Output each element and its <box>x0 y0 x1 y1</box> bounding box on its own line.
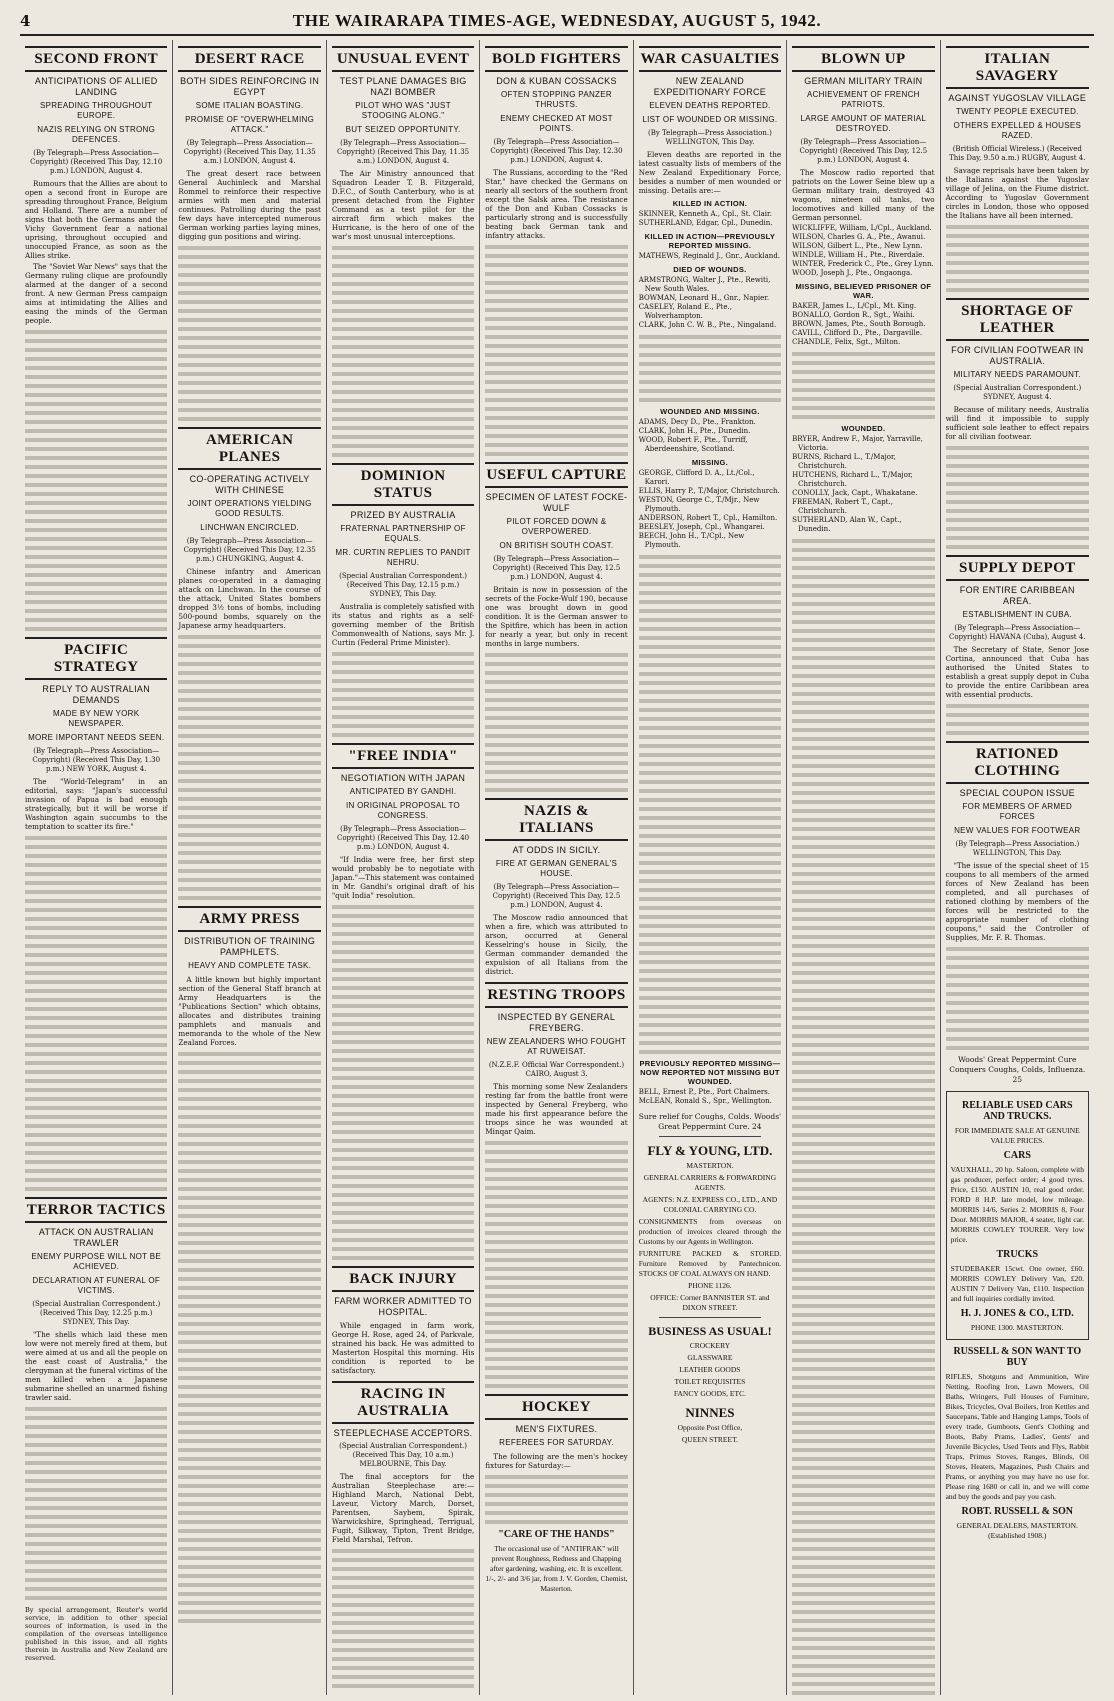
list-item: BROWN, James, Pte., South Borough. <box>792 320 926 328</box>
ad-heading: RUSSELL & SON WANT TO BUY <box>953 1346 1082 1368</box>
deck: SPREADING THROUGHOUT EUROPE. <box>39 101 153 120</box>
text-filler <box>485 653 627 792</box>
headline: AGAINST YUGOSLAV VILLAGE <box>948 93 1087 103</box>
deck: REFEREES FOR SATURDAY. <box>499 1438 614 1447</box>
dateline: (By Telegraph—Press Association—Copyright) (Received This Day, 12.35 p.m.) CHUNGKING, August 4. <box>183 537 316 563</box>
dateline: (Special Australian Correspondent.) SYDNEY, August 4. <box>953 384 1082 401</box>
list-item: FREEMAN, Robert T., Capt., Christchurch. <box>792 498 893 515</box>
dateline: (British Official Wireless.) (Received This Day, 9.50 a.m.) RUGBY, August 4. <box>949 145 1086 162</box>
deck: DECLARATION AT FUNERAL OF VICTIMS. <box>32 1276 161 1295</box>
list-item: WINTER, Frederick C., Pte., Grey Lynn. <box>792 260 934 268</box>
column-5 <box>634 40 787 1695</box>
dateline: (By Telegraph—Press Association—Copyright) (Received This Day, 12.40 p.m.) LONDON, August 4. <box>336 825 470 851</box>
ad-body: CONSIGNMENTS from overseas on production of invoices cleared through the Customs by our Agents in Wellington. <box>638 1217 782 1246</box>
text-filler <box>485 1141 627 1388</box>
deck: NAZIS RELYING ON STRONG DEFENCES. <box>37 125 156 144</box>
ad-goods-item: LEATHER GOODS <box>679 1365 741 1374</box>
russell-ad <box>946 1346 1089 1541</box>
article-body: This morning some New Zealanders resting far from the battle front were inspected by General Freyberg, who made his first appearance before the troops since he was wounded at Minqar Qaim. <box>485 1082 628 1136</box>
article-body: The great desert race between General Auchinleck and Marshal Rommel to reinforce their respective armies with men and material continues. Patrolling during the past few days have intercepted numerous German working parties laying mines, digging gun positions and wiring. <box>178 169 321 241</box>
deck: OTHERS EXPELLED & HOUSES RAZED. <box>953 121 1082 140</box>
kicker-rationed-clothing: RATIONED CLOTHING <box>946 741 1089 784</box>
deck: NEW VALUES FOR FOOTWEAR <box>954 826 1081 835</box>
kicker-resting-troops: RESTING TROOPS <box>485 982 627 1008</box>
ad-goods-item: GLASSWARE <box>687 1353 733 1362</box>
dateline: (By Telegraph—Press Association.) WELLINGTON, This Day. <box>648 129 772 146</box>
text-filler <box>332 1549 474 1688</box>
antifrak-ad <box>485 1529 627 1594</box>
used-cars-ad <box>946 1091 1089 1340</box>
reuter-notice: By special arrangement, Reuter's world service, in addition to other special sources of information, is used in the compilation of the overseas intelligence published in this issue, and all rights therein in Australia and New Zealand are reserved. <box>25 1606 168 1662</box>
headline: NEW ZEALAND EXPEDITIONARY FORCE <box>653 76 767 97</box>
kicker-italian-savagery: ITALIAN SAVAGERY <box>946 46 1089 89</box>
ad-place: MASTERTON. <box>686 1161 734 1170</box>
text-filler <box>25 1407 167 1600</box>
deck: ENEMY PURPOSE WILL NOT BE ACHIEVED. <box>31 1252 162 1271</box>
article-body: The following are the men's hockey fixtures for Saturday:— <box>485 1452 628 1470</box>
deck: PILOT WHO WAS "JUST STOOGING ALONG." <box>355 101 451 120</box>
ad-business-as-usual: BUSINESS AS USUAL! <box>648 1324 772 1338</box>
ad-shop-address: Opposite Post Office, <box>677 1423 743 1432</box>
headline: FOR ENTIRE CARIBBEAN AREA. <box>959 585 1075 606</box>
headline: FARM WORKER ADMITTED TO HOSPITAL. <box>334 1296 472 1317</box>
text-filler <box>332 246 474 457</box>
text-filler <box>178 635 320 900</box>
dateline: (N.Z.E.F. Official War Correspondent.) CAIRO, August 3. <box>488 1061 625 1078</box>
text-filler <box>332 652 474 737</box>
deck: BUT SEIZED OPPORTUNITY. <box>345 125 461 134</box>
article-body: "The shells which laid these men low were not merely fired at them, but were aimed at us and all the people on the east coast of Australia," the clergyman at the funeral victims of the men killed when a Japanese submarine shelled an unarmed fishing trawler said. <box>25 1330 168 1402</box>
ad-goods-item: CROCKERY <box>689 1341 731 1350</box>
deck: FIRE AT GERMAN GENERAL'S HOUSE. <box>495 859 618 878</box>
list-item: CHANDLE, Felix, Sgt., Milton. <box>792 338 901 346</box>
dateline: (Special Australian Correspondent.) (Received This Day, 10 a.m.) MELBOURNE, This Day. <box>339 1442 468 1468</box>
headline: INSPECTED BY GENERAL FREYBERG. <box>497 1012 616 1033</box>
section-label: PREVIOUSLY REPORTED MISSING—NOW REPORTED NOT MISSING BUT WOUNDED. <box>639 1059 781 1086</box>
dateline: (By Telegraph—Press Association—Copyright) (Received This Day, 12.10 p.m.) LONDON, August 4. <box>30 149 163 175</box>
article-body: Australia is completely satisfied with its status and rights as a self-governing member of the British Commonwealth of Nations, says Mr. J. Curtin (Federal Prime Minister). <box>331 602 475 647</box>
text-filler <box>485 1475 627 1524</box>
deck: MADE BY NEW YORK NEWSPAPER. <box>53 709 140 728</box>
article-body: The Russians, according to the "Red Star," have checked the Germans on nearly all sectors of the southern front except the Salsk area. The resistance of the Don and Kuban Cossacks is particularly strong and is successfully beating back German tank and infantry attacks. <box>485 168 628 240</box>
section-label: WOUNDED. <box>841 424 886 433</box>
ad-goods-item: TOILET REQUISITES <box>674 1377 746 1386</box>
article-body: Britain is now in possession of the secrets of the Focke-Wulf 190, because one was brought down in good condition. It is the German answer to the Spitfire, which has been in action for nearly a year, but only in recent months in large numbers. <box>485 585 628 648</box>
kicker-supply-depot: SUPPLY DEPOT <box>946 555 1089 581</box>
deck: LARGE AMOUNT OF MATERIAL DESTROYED. <box>800 114 927 133</box>
kicker-nazis-italians: NAZIS & ITALIANS <box>485 798 627 841</box>
list-item: CONOLLY, Jack, Capt., Whakatane. <box>792 489 918 497</box>
dateline: (Special Australian Correspondent.) (Received This Day, 12.25 p.m.) SYDNEY, This Day. <box>32 1300 161 1326</box>
kicker-blown-up: BLOWN UP <box>792 46 934 72</box>
section-label: MISSING, BELIEVED PRISONER OF WAR. <box>795 282 932 300</box>
article-body: Savage reprisals have been taken by the Italians against the Yugoslav village of Jelina, on the Fiume district. According to Yugoslav Government circles in London, those who opposed the Italians have all been interned. <box>945 166 1089 220</box>
deck: PILOT FORCED DOWN & OVERPOWERED. <box>506 517 607 536</box>
text-filler <box>792 352 934 419</box>
text-filler <box>946 947 1089 1050</box>
list-item: ANDERSON, Robert T., Cpl., Hamilton. <box>638 514 778 522</box>
list-item: WILSON, Charles G. A., Pte., Awanui. <box>792 233 926 241</box>
text-filler <box>639 555 781 1054</box>
dateline: (By Telegraph—Press Association—Copyright) (Received This Day, 12.5 p.m.) LONDON, August 4. <box>492 883 621 909</box>
article-body: The final acceptors for the Australian Steeplechase are:—Highland March, National Debt, Laveur, Victory March, Dorset, Parentsen, Saybem, Spirak, Warwickshire, Springhead, Terrigual, Fugit, Silkway, Tipton, Trent Bridge, Field Marshal, Tefron. <box>331 1472 475 1544</box>
article-body: "The issue of the special sheet of 15 coupons to all members of the armed forces of New Zealand has been completed, and all purchases of rationed clothing by members of the forces will be restricted to the appropriate number of clothing coupons," said the Controller of Supplies, Mr. F. R. Thomas. <box>945 861 1089 942</box>
dateline: (By Telegraph—Press Association—Copyright) (Received This Day, 12.30 p.m.) LONDON, August 4. <box>490 138 623 164</box>
list-item: WICKLIFFE, William, L/Cpl., Auckland. <box>792 224 932 232</box>
article-body: The Moscow radio reported that patriots on the Lower Seine blew up a German military train, destroyed 43 wagons, nineteen oil tanks, two locomotives and killed many of the German personnel. <box>792 168 935 222</box>
ad-company-name: FLY & YOUNG, LTD. <box>647 1143 773 1158</box>
masthead-title: THE WAIRARAPA TIMES-AGE, WEDNESDAY, AUGUST 5, 1942. <box>292 11 822 30</box>
headline: SPECIMEN OF LATEST FOCKE-WULF <box>485 492 628 513</box>
kicker-dominion-status: DOMINION STATUS <box>332 463 474 506</box>
masthead <box>20 8 1094 36</box>
dateline: (By Telegraph—Press Association—Copyright) (Received This Day, 11.35 a.m.) LONDON, August 4. <box>336 139 470 165</box>
deck: LINCHWAN ENCIRCLED. <box>200 523 299 532</box>
kicker-hockey: HOCKEY <box>485 1394 627 1420</box>
text-filler <box>178 1052 320 1623</box>
kicker-american-planes: AMERICAN PLANES <box>178 427 320 470</box>
list-item: BELL, Ernest P., Pte., Port Chalmers. <box>638 1088 770 1096</box>
ad-heading: "CARE OF THE HANDS" <box>498 1529 615 1540</box>
column-7 <box>941 40 1094 1695</box>
list-item: BURNS, Richard L., T./Major, Christchurch. <box>792 453 896 470</box>
article-body: The Moscow radio announced that when a fire, which was attributed to arson, occurred at General Kesselring's house in Sicily, the German commander demanded the expulsion of all Italians from the district. <box>485 913 628 976</box>
text-filler <box>946 446 1089 549</box>
column-6 <box>787 40 940 1695</box>
section-label: MISSING. <box>691 458 728 467</box>
article-body: Because of military needs, Australia will find it impossible to supply sufficient sole leather to effect repairs for all civilian footwear. <box>945 405 1089 441</box>
list-item: BONALLO, Gordon R., Sgt., Waihi. <box>792 311 915 319</box>
list-item: WINDLE, William H., Pte., Riverdale. <box>792 251 925 259</box>
ad-body: RIFLES, Shotguns and Ammunition, Wire Netting, Roofing Iron, Lawn Mowers, Oil Baths, Wringers, Full Houses of Furniture, Bikes, Tricycles, Oval Boilers, Iron Kettles and Saucepans, Table and Hanging Lamps, Tools of every trade, Gumboots, Gent's Clothing and Boots, Baby Prams, Ladies', Gents' and Juvenile Bicycles, Used Tents and Flys, Rabbit Traps, Primus Stoves, Ranges, Blinds, Oil Stoves, Heaters, Magazines, Push Chairs and Prams, or anything you may have no use for. Please ring 1680 or call in, and we will come and buy the goods and pay you cash. <box>945 1372 1089 1501</box>
article-body: Rumours that the Allies are about to open a second front in Europe are spreading throughout France, Belgium and Holland. There are a number of signs that both the Germans and the Vichy Government fear a national uprising, throughout occupied and unoccupied France, as soon as the Allies strike. <box>25 179 168 260</box>
deck: TWENTY PEOPLE EXECUTED. <box>955 107 1079 116</box>
headline: ANTICIPATIONS OF ALLIED LANDING <box>34 76 158 97</box>
deck: ELEVEN DEATHS REPORTED. <box>649 101 771 110</box>
ad-shop-address: QUEEN STREET. <box>681 1435 738 1444</box>
list-item: CAVILL, Clifford D., Pte., Dargaville. <box>792 329 923 337</box>
ad-cars-label: CARS <box>1003 1150 1031 1161</box>
list-item: CASELEY, Roland E., Pte., Wolverhampton. <box>638 303 732 320</box>
ad-heading: RELIABLE USED CARS AND TRUCKS. <box>961 1100 1073 1122</box>
ad-goods-item: FANCY GOODS, ETC. <box>673 1389 746 1398</box>
headline: STEEPLECHASE ACCEPTORS. <box>333 1428 473 1438</box>
text-filler <box>25 330 167 631</box>
headline: CO-OPERATING ACTIVELY WITH CHINESE <box>189 474 310 495</box>
deck: MR. CURTIN REPLIES TO PANDIT NEHRU. <box>335 548 471 567</box>
text-filler <box>25 836 167 1191</box>
ad-agents: AGENTS: N.Z. EXPRESS CO., LTD., AND COLONIAL CARRYING CO. <box>642 1195 778 1214</box>
headline: AT ODDS IN SICILY. <box>512 845 601 855</box>
kicker-shortage-leather: SHORTAGE OF LEATHER <box>946 298 1089 341</box>
list-item: ADAMS, Decy D., Pte., Frankton. <box>638 418 756 426</box>
kicker-war-casualties: WAR CASUALTIES <box>639 46 781 72</box>
ninnes-ad <box>639 1324 781 1445</box>
ad-phone: PHONE 1126. <box>688 1281 732 1290</box>
list-item: ELLIS, Harry P., T./Major, Christchurch. <box>638 487 780 495</box>
article-body: Chinese infantry and American planes co-operated in a damaging attack on Linchwan. In the course of the attack, United States bombers dropped 3½ tons of bombs, including 500-pound bombs, squarely on the Japanese army headquarters. <box>178 567 321 630</box>
kicker-pacific-strategy: PACIFIC STRATEGY <box>25 637 167 680</box>
deck: MILITARY NEEDS PARAMOUNT. <box>953 370 1081 379</box>
kicker-back-injury: BACK INJURY <box>332 1266 474 1292</box>
deck: ON BRITISH SOUTH COAST. <box>499 541 614 550</box>
fly-young-ad <box>639 1136 781 1318</box>
deck: FOR MEMBERS OF ARMED FORCES <box>962 802 1073 821</box>
cough-cure-ad: Sure relief for Coughs, Colds. Woods' Great Peppermint Cure. 24 <box>638 1112 782 1131</box>
kicker-useful-capture: USEFUL CAPTURE <box>485 462 627 488</box>
column-grid <box>20 40 1094 1695</box>
ad-body: The occasional use of "ANTIFRAK" will prevent Roughness, Redness and Chapping after gardening, washing, etc. It is excellent. 1/-, 2/- and 3/6 jar, from J. V. Gorden, Chemist, Masterton. <box>485 1544 628 1593</box>
text-filler <box>792 539 934 1695</box>
dateline: (Special Australian Correspondent.) (Received This Day, 12.15 p.m.) SYDNEY, This Day. <box>339 572 468 598</box>
page-number: 4 <box>20 12 31 30</box>
deck: LIST OF WOUNDED OR MISSING. <box>642 115 778 124</box>
cough-cure-ad: Woods' Great Peppermint Cure Conquers Coughs, Colds, Influenza. 25 <box>949 1055 1086 1084</box>
article-body: A little known but highly important section of the General Staff branch at Army Headquarters is the "Publications Section" which obtains, allocates and distributes training pamphlets and manuals and memoranda to the whole of the New Zealand Forces. <box>178 975 321 1047</box>
list-item: McLEAN, Ronald S., Spr., Wellington. <box>638 1097 772 1105</box>
kicker-army-press: ARMY PRESS <box>178 906 320 932</box>
deck: IN ORIGINAL PROPOSAL TO CONGRESS. <box>346 801 461 820</box>
article-body: The "Soviet War News" says that the Germany ruling clique are profoundly alarmed at the danger of a second front. A new German Press campaign aims at intimidating the Allies and easing the minds of the German people. <box>25 262 168 325</box>
text-filler <box>332 905 474 1260</box>
deck: FRATERNAL PARTNERSHIP OF EQUALS. <box>340 524 466 543</box>
kicker-second-front: SECOND FRONT <box>25 46 167 72</box>
text-filler <box>485 245 627 456</box>
dateline: (By Telegraph—Press Association—Copyright) (Received This Day, 12.5 p.m.) LONDON, August 4. <box>799 138 928 164</box>
list-item: BOWMAN, Leonard H., Gnr., Napier. <box>638 294 770 302</box>
headline: SPECIAL COUPON ISSUE <box>959 788 1075 798</box>
list-item: WESTON, George C., T./Mjr., New Plymouth. <box>638 496 760 513</box>
dateline: (By Telegraph—Press Association—Copyright) HAVANA (Cuba), August 4. <box>949 624 1086 641</box>
article-body: While engaged in farm work, George H. Rose, aged 24, of Parkvale, strained his back. He was admitted to Masterton Hospital this morning. His condition is reported to be satisfactory. <box>331 1321 475 1375</box>
ad-trucks-label: TRUCKS <box>996 1249 1039 1260</box>
section-label: KILLED IN ACTION. <box>672 199 748 208</box>
deck: JOINT OPERATIONS YIELDING GOOD RESULTS. <box>187 499 312 518</box>
kicker-unusual-event: UNUSUAL EVENT <box>332 46 474 72</box>
deck: ENEMY CHECKED AT MOST POINTS. <box>500 114 613 133</box>
text-filler <box>946 704 1089 735</box>
list-item: WOOD, Joseph J., Pte., Ongaonga. <box>792 269 913 277</box>
ad-subtitle: GENERAL CARRIERS & FORWARDING AGENTS. <box>643 1173 777 1192</box>
list-item: WILSON, Gilbert L., Pte., New Lynn. <box>792 242 923 250</box>
deck: OFTEN STOPPING PANZER THRUSTS. <box>501 90 612 109</box>
headline: ATTACK ON AUSTRALIAN TRAWLER <box>38 1227 154 1248</box>
article-body: Eleven deaths are reported in the latest casualty lists of members of the New Zealand Expeditionary Force, besides a number of men wounded or missing. Details are:— <box>638 150 782 195</box>
text-filler <box>639 335 781 402</box>
headline: GERMAN MILITARY TRAIN <box>804 76 923 86</box>
list-item: GEORGE, Clifford D. A., Lt./Col., Karori. <box>638 469 755 486</box>
deck: ANTICIPATED BY GANDHI. <box>349 787 457 796</box>
ad-dealer-name: H. J. JONES & CO., LTD. <box>960 1308 1074 1319</box>
ad-cars-body: VAUXHALL, 20 hp. Saloon, complete with gas producer, perfect order; 4 good tyres. Price, £150. AUSTIN 10, real good order. FORD 8 H.P. late model, low mileage. MORRIS 14/6, Series 2. MORRIS 8, Four Door. MORRIS MAJOR, 4 seater, light car. MORRIS COWLEY TOURER. Very low price. <box>950 1165 1084 1244</box>
column-4 <box>480 40 633 1695</box>
ad-dealer-phone: PHONE 1300. MASTERTON. <box>970 1323 1064 1332</box>
list-item: BAKER, James L., L/Cpl., Mt. King. <box>792 302 917 310</box>
section-label: WOUNDED AND MISSING. <box>660 407 760 416</box>
dateline: (By Telegraph—Press Association—Copyright) (Received This Day, 11.35 a.m.) LONDON, August 4. <box>183 139 316 165</box>
column-2 <box>173 40 326 1695</box>
list-item: BRYER, Andrew F., Major, Yarraville, Victoria. <box>792 435 923 452</box>
deck: ACHIEVEMENT OF FRENCH PATRIOTS. <box>806 90 920 109</box>
deck: SOME ITALIAN BOASTING. <box>195 101 304 110</box>
deck: PROMISE OF "OVERWHELMING ATTACK." <box>185 115 315 134</box>
list-item: MATHEWS, Reginald J., Gnr., Auckland. <box>638 252 781 260</box>
article-body: The Secretary of State, Senor Jose Cortina, announced that Cuba has authorised the United States to establish a great supply depot in Cuba to provide the entire Caribbean area with essential products. <box>945 645 1089 699</box>
list-item: SUTHERLAND, Alan W., Capt., Dunedin. <box>792 516 902 533</box>
list-item: CLARK, John H., Pte., Dunedin. <box>638 427 751 435</box>
headline: MEN'S FIXTURES. <box>515 1424 598 1434</box>
deck: HEAVY AND COMPLETE TASK. <box>188 961 312 970</box>
list-item: HUTCHENS, Richard L., T./Major, Christchurch. <box>792 471 913 488</box>
list-item: CLARK, John C. W. B., Pte., Ningaland. <box>638 321 777 329</box>
headline: NEGOTIATION WITH JAPAN <box>340 773 466 783</box>
dateline: (By Telegraph—Press Association.) WELLINGTON, This Day. <box>955 840 1080 857</box>
kicker-terror-tactics: TERROR TACTICS <box>25 1197 167 1223</box>
headline: BOTH SIDES REINFORCING IN EGYPT <box>180 76 320 97</box>
deck: NEW ZEALANDERS WHO FOUGHT AT RUWEISAT. <box>486 1037 627 1056</box>
ad-subheading: FOR IMMEDIATE SALE AT GENUINE VALUE PRICES. <box>954 1126 1080 1145</box>
headline: DISTRIBUTION OF TRAINING PAMPHLETS. <box>184 936 316 957</box>
list-item: BEESLEY, Joseph, Cpl., Whangarei. <box>638 523 765 531</box>
section-label: KILLED IN ACTION—PREVIOUSLY REPORTED MISSING. <box>644 232 776 250</box>
kicker-free-india: "FREE INDIA" <box>332 743 474 769</box>
kicker-racing: RACING IN AUSTRALIA <box>332 1381 474 1424</box>
deck: MORE IMPORTANT NEEDS SEEN. <box>28 733 165 742</box>
article-body: The "World-Telegram" in an editorial, says: "Japan's successful invasion of Papua is bad enough strategically, but it will be worse if Washington again succumbs to the temptation to scatter its fire." <box>25 777 168 831</box>
ad-company-name: ROBT. RUSSELL & SON <box>961 1506 1074 1517</box>
list-item: SUTHERLAND, Edgar, Cpl., Dunedin. <box>638 219 773 227</box>
headline: TEST PLANE DAMAGES BIG NAZI BOMBER <box>339 76 467 97</box>
article-body: "If India were free, her first step would probably be to negotiate with Japan."—This statement was contained in Mr. Gandhi's original draft of his "quit India" resolution. <box>331 855 475 900</box>
text-filler <box>178 246 320 421</box>
article-body: The Air Ministry announced that Squadron Leader T. B. Fitzgerald, D.F.C., of South Canterbury, who is at present detached from the Fighter Command as a test pilot for the aircraft firm which makes the Hurricane, is the hero of one of the war's most unusual interceptions. <box>331 169 475 241</box>
headline: DON & KUBAN COSSACKS <box>496 76 617 86</box>
section-label: DIED OF WOUNDS. <box>673 265 747 274</box>
dateline: (By Telegraph—Press Association—Copyright) (Received This Day, 1.30 p.m.) NEW YORK, August 4. <box>32 747 161 773</box>
ad-office: OFFICE: Corner BANNISTER ST. and DIXON STREET. <box>650 1293 770 1312</box>
headline: PRIZED BY AUSTRALIA <box>350 510 456 520</box>
ad-company-sub: GENERAL DEALERS, MASTERTON. (Established 1908.) <box>956 1521 1078 1540</box>
deck: ESTABLISHMENT IN CUBA. <box>962 610 1072 619</box>
list-item: SKINNER, Kenneth A., Cpl., St. Clair. <box>638 210 772 218</box>
kicker-desert-race: DESERT RACE <box>178 46 320 72</box>
headline: FOR CIVILIAN FOOTWEAR IN AUSTRALIA. <box>951 345 1084 366</box>
kicker-bold-fighters: BOLD FIGHTERS <box>485 46 627 72</box>
ad-trucks-body: STUDEBAKER 15cwt. One owner, £60. MORRIS COWLEY Delivery Van, £20. AUSTIN 7 Delivery Van, £110. Inspection and full inquiries cordially invited. <box>950 1264 1084 1303</box>
list-item: ARMSTRONG, Walter J., Pte., Rewiti, New South Wales. <box>638 276 771 293</box>
list-item: BEECH, John H., T./Cpl., New Plymouth. <box>638 532 745 549</box>
text-filler <box>946 225 1089 292</box>
dateline: (By Telegraph—Press Association—Copyright) (Received This Day, 12.5 p.m.) LONDON, August 4. <box>492 555 621 581</box>
column-3 <box>327 40 480 1695</box>
ad-body: FURNITURE PACKED & STORED. Furniture Removed by Pantechnicon. STOCKS OF COAL ALWAYS ON HAND. <box>638 1249 782 1278</box>
column-1 <box>20 40 173 1695</box>
list-item: WOOD, Robert F., Pte., Turriff, Aberdeenshire, Scotland. <box>638 436 748 453</box>
ad-shop-name: NINNES <box>685 1405 735 1420</box>
headline: REPLY TO AUSTRALIAN DEMANDS <box>42 684 150 705</box>
